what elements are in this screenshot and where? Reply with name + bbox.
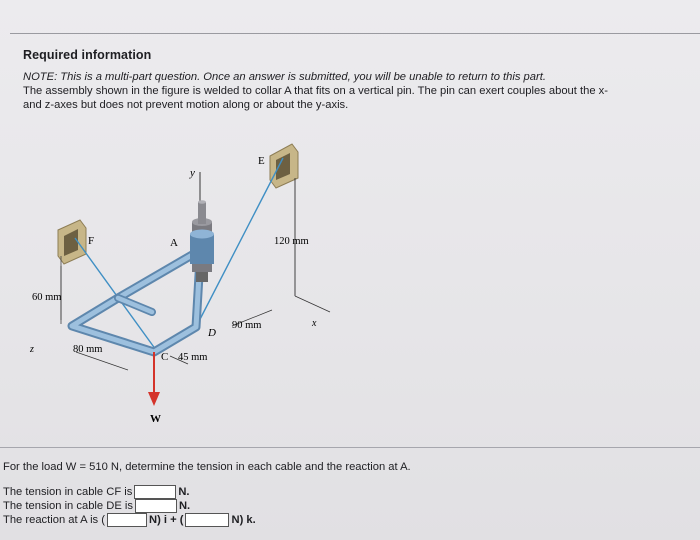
answer-row-de	[3, 499, 190, 513]
cf-tension-input[interactable]	[134, 485, 176, 499]
problem-note	[23, 70, 693, 112]
wall-bracket-f	[58, 220, 86, 324]
de-unit: N.	[178, 500, 191, 512]
question-text: For the load W = 510 N, determine the tension in each cable and the reaction at A.	[3, 461, 411, 473]
dim-120: 120 mm	[274, 236, 309, 247]
collar-a	[190, 200, 214, 282]
label-a: A	[170, 237, 178, 249]
load-arrow	[148, 352, 160, 406]
dim-80: 80 mm	[73, 344, 103, 355]
dim-45: 45 mm	[178, 352, 208, 363]
y-axis-label: y	[190, 167, 195, 179]
wall-bracket-e	[270, 144, 298, 296]
label-c: C	[161, 351, 169, 363]
label-d: D	[208, 327, 216, 339]
answer-row-a	[3, 513, 256, 527]
label-f: F	[88, 235, 95, 247]
pipe-frame	[72, 255, 200, 352]
note-line-2: The assembly shown in the figure is welded to collar A that fits on a vertical pin. The pin can exert couples about the x-	[23, 85, 608, 97]
answer-row-cf	[3, 485, 190, 499]
dim-60: 60 mm	[32, 292, 62, 303]
label-e: E	[258, 155, 265, 167]
top-divider	[10, 33, 700, 34]
cf-unit: N.	[178, 486, 190, 498]
dim-90: 90 mm	[232, 320, 262, 331]
section-heading: Required information	[23, 48, 152, 62]
a-x-unit: N) i + (	[148, 514, 184, 526]
cf-label: The tension in cable CF is	[3, 486, 133, 498]
bottom-divider	[0, 447, 700, 448]
reaction-az-input[interactable]	[185, 513, 229, 527]
a-z-unit: N) k.	[231, 514, 256, 526]
de-tension-input[interactable]	[135, 499, 177, 513]
reaction-ax-input[interactable]	[107, 513, 147, 527]
label-x: x	[312, 318, 317, 329]
de-label: The tension in cable DE is	[3, 500, 133, 512]
a-label: The reaction at A is (	[3, 514, 105, 526]
label-w: W	[150, 413, 161, 425]
assembly-figure	[20, 130, 440, 440]
note-line-3: and z-axes but does not prevent motion along or about the y-axis.	[23, 99, 349, 111]
note-lead: NOTE: This is a multi-part question. Once an answer is submitted, you will be unable to return to this part.	[23, 71, 546, 83]
label-z: z	[30, 344, 34, 355]
